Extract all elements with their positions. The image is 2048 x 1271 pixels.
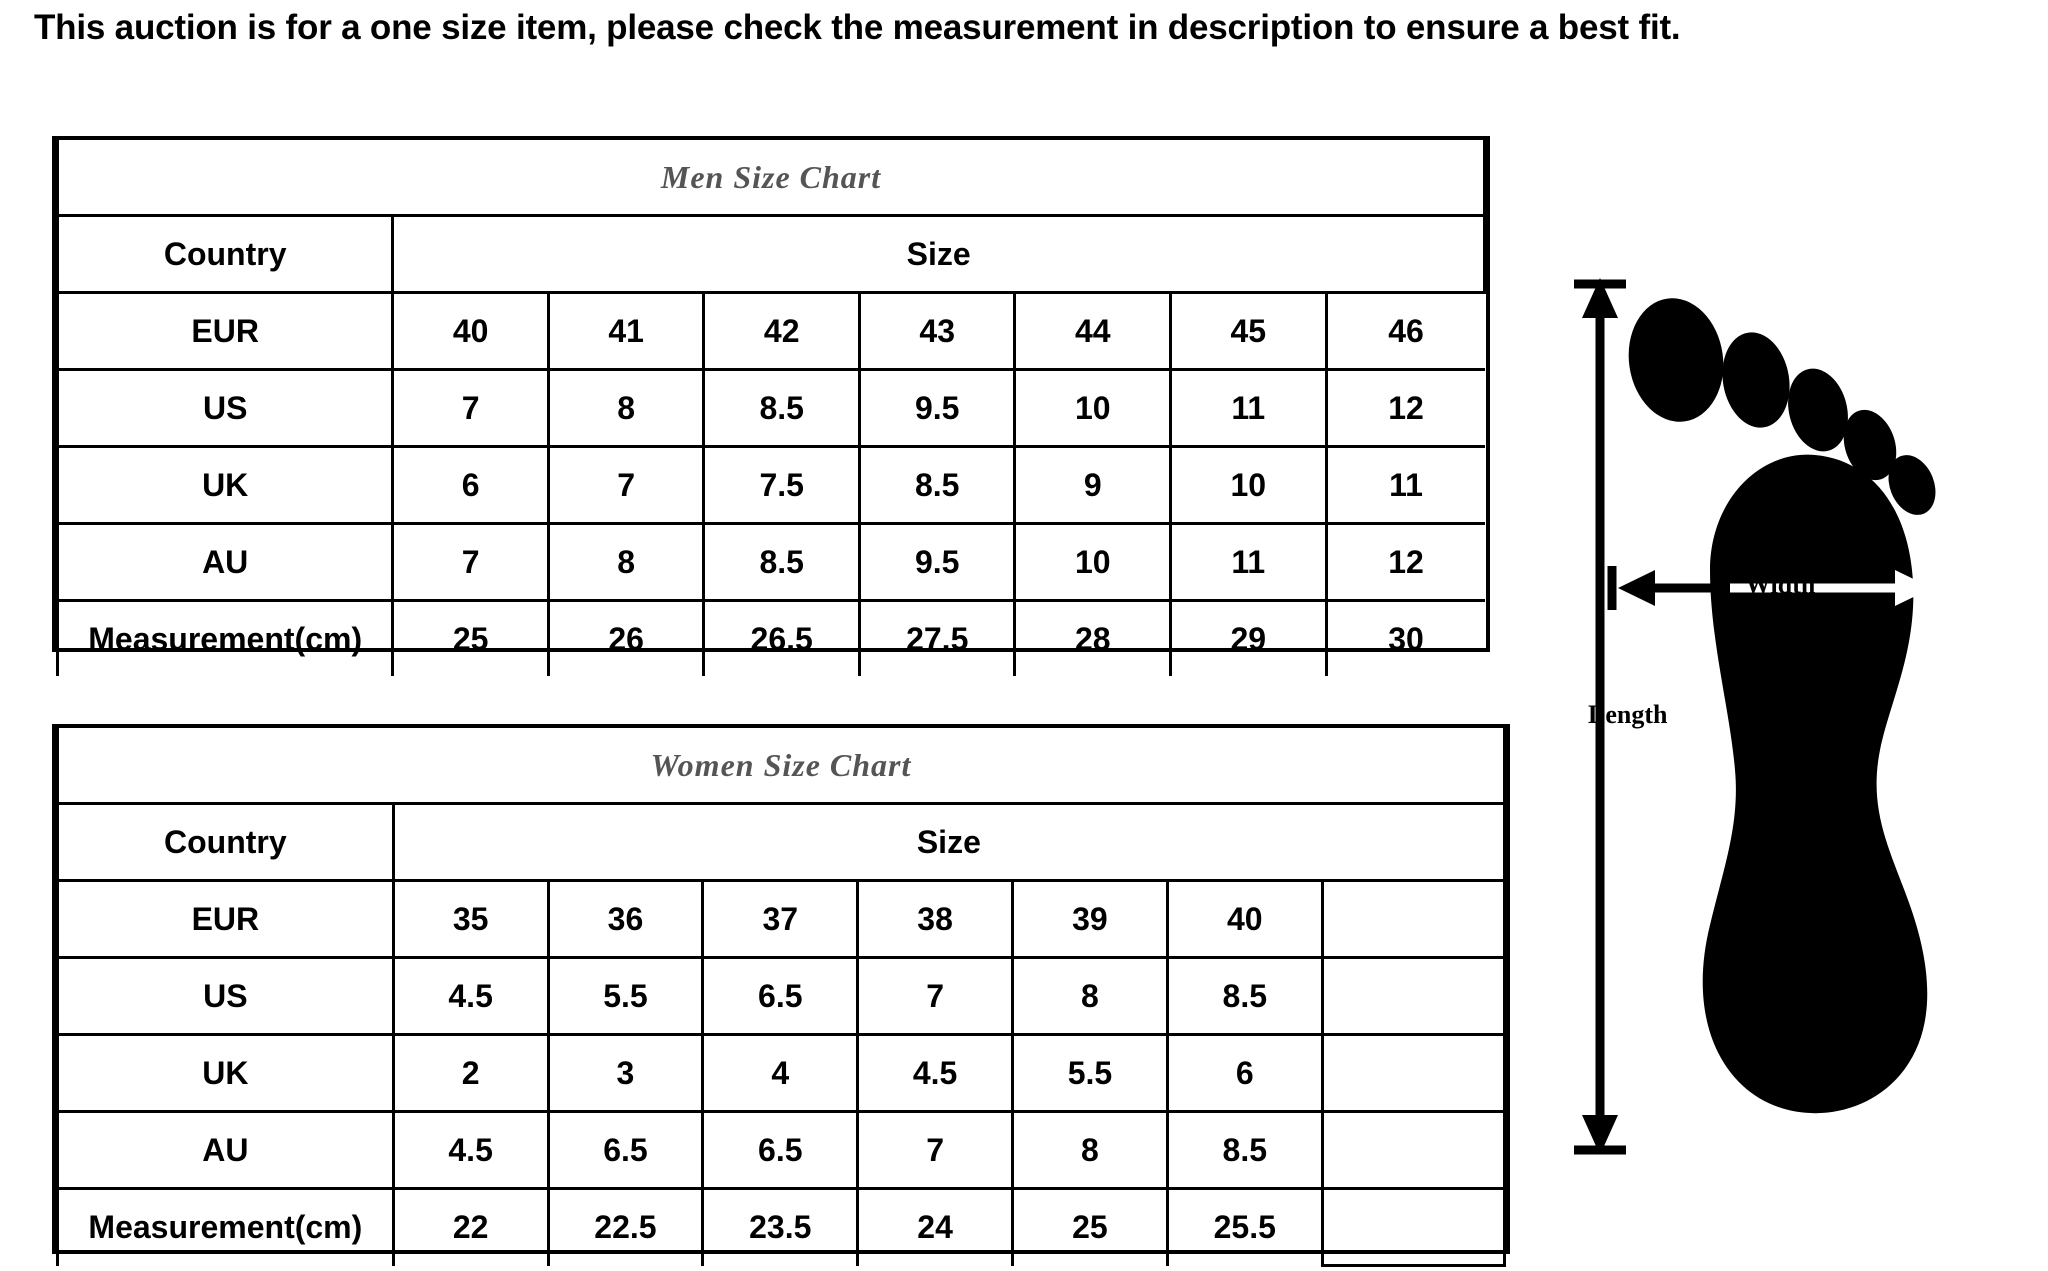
men-size-table bbox=[56, 140, 1486, 676]
women-uk-3: 4.5 bbox=[858, 1035, 1013, 1112]
men-au-5: 11 bbox=[1171, 524, 1327, 601]
table-row bbox=[58, 293, 1485, 370]
women-cm-3: 24 bbox=[858, 1189, 1013, 1266]
women-row-label-us: US bbox=[58, 958, 394, 1035]
table-row bbox=[58, 216, 1485, 293]
table-row bbox=[58, 601, 1485, 677]
women-size-header: Size bbox=[393, 804, 1504, 881]
women-uk-1: 3 bbox=[548, 1035, 703, 1112]
table-row bbox=[58, 370, 1485, 447]
men-cm-3: 27.5 bbox=[859, 601, 1015, 677]
men-eur-6: 46 bbox=[1326, 293, 1484, 370]
women-row-label-eur: EUR bbox=[58, 881, 394, 958]
table-row bbox=[58, 1189, 1505, 1266]
table-row bbox=[58, 1112, 1505, 1189]
men-row-label-eur: EUR bbox=[58, 293, 393, 370]
women-au-0: 4.5 bbox=[393, 1112, 548, 1189]
men-us-3: 9.5 bbox=[859, 370, 1015, 447]
women-uk-4: 5.5 bbox=[1013, 1035, 1168, 1112]
men-cm-4: 28 bbox=[1015, 601, 1171, 677]
women-au-1: 6.5 bbox=[548, 1112, 703, 1189]
men-au-4: 10 bbox=[1015, 524, 1171, 601]
women-spacer-cell bbox=[1322, 958, 1504, 1035]
women-spacer-cell bbox=[1322, 1189, 1504, 1266]
men-cm-1: 26 bbox=[548, 601, 704, 677]
table-row bbox=[58, 804, 1505, 881]
women-au-4: 8 bbox=[1013, 1112, 1168, 1189]
table-row bbox=[58, 140, 1485, 216]
page-headline: This auction is for a one size item, please check the measurement in description to ensure a best fit. bbox=[34, 8, 1681, 47]
men-eur-3: 43 bbox=[859, 293, 1015, 370]
women-us-3: 7 bbox=[858, 958, 1013, 1035]
women-eur-5: 40 bbox=[1167, 881, 1322, 958]
men-us-2: 8.5 bbox=[704, 370, 860, 447]
men-eur-5: 45 bbox=[1171, 293, 1327, 370]
women-uk-2: 4 bbox=[703, 1035, 858, 1112]
women-cm-1: 22.5 bbox=[548, 1189, 703, 1266]
men-cm-2: 26.5 bbox=[704, 601, 860, 677]
men-eur-0: 40 bbox=[393, 293, 549, 370]
women-uk-5: 6 bbox=[1167, 1035, 1322, 1112]
men-us-0: 7 bbox=[393, 370, 549, 447]
men-uk-5: 10 bbox=[1171, 447, 1327, 524]
men-uk-3: 8.5 bbox=[859, 447, 1015, 524]
men-au-1: 8 bbox=[548, 524, 704, 601]
men-size-chart bbox=[52, 136, 1490, 657]
women-us-1: 5.5 bbox=[548, 958, 703, 1035]
footprint-icon bbox=[1621, 292, 1944, 1113]
men-au-0: 7 bbox=[393, 524, 549, 601]
women-eur-3: 38 bbox=[858, 881, 1013, 958]
men-eur-1: 41 bbox=[548, 293, 704, 370]
women-au-2: 6.5 bbox=[703, 1112, 858, 1189]
men-cm-0: 25 bbox=[393, 601, 549, 677]
women-eur-1: 36 bbox=[548, 881, 703, 958]
women-us-0: 4.5 bbox=[393, 958, 548, 1035]
women-cm-0: 22 bbox=[393, 1189, 548, 1266]
table-row bbox=[58, 1035, 1505, 1112]
women-chart-title: Women Size Chart bbox=[58, 728, 1505, 804]
table-row bbox=[58, 881, 1505, 958]
men-uk-4: 9 bbox=[1015, 447, 1171, 524]
men-uk-0: 6 bbox=[393, 447, 549, 524]
men-row-label-uk: UK bbox=[58, 447, 393, 524]
women-cm-2: 23.5 bbox=[703, 1189, 858, 1266]
women-cm-4: 25 bbox=[1013, 1189, 1168, 1266]
men-row-label-au: AU bbox=[58, 524, 393, 601]
women-row-label-au: AU bbox=[58, 1112, 394, 1189]
women-country-header: Country bbox=[58, 804, 394, 881]
men-cm-6: 30 bbox=[1326, 601, 1484, 677]
women-spacer-cell bbox=[1322, 1112, 1504, 1189]
women-row-label-uk: UK bbox=[58, 1035, 394, 1112]
width-label: Width bbox=[1745, 570, 1816, 599]
women-eur-4: 39 bbox=[1013, 881, 1168, 958]
men-eur-4: 44 bbox=[1015, 293, 1171, 370]
men-eur-2: 42 bbox=[704, 293, 860, 370]
women-size-chart bbox=[52, 724, 1510, 1254]
women-uk-0: 2 bbox=[393, 1035, 548, 1112]
men-us-6: 12 bbox=[1326, 370, 1484, 447]
table-row bbox=[58, 958, 1505, 1035]
table-row bbox=[58, 524, 1485, 601]
women-eur-2: 37 bbox=[703, 881, 858, 958]
men-size-header: Size bbox=[393, 216, 1485, 293]
men-au-6: 12 bbox=[1326, 524, 1484, 601]
women-size-table bbox=[56, 728, 1506, 1267]
men-cm-5: 29 bbox=[1171, 601, 1327, 677]
table-row bbox=[58, 728, 1505, 804]
women-us-2: 6.5 bbox=[703, 958, 858, 1035]
men-uk-1: 7 bbox=[548, 447, 704, 524]
men-us-1: 8 bbox=[548, 370, 704, 447]
women-eur-0: 35 bbox=[393, 881, 548, 958]
length-label: Length bbox=[1588, 700, 1668, 729]
men-us-4: 10 bbox=[1015, 370, 1171, 447]
men-country-header: Country bbox=[58, 216, 393, 293]
women-au-5: 8.5 bbox=[1167, 1112, 1322, 1189]
men-au-3: 9.5 bbox=[859, 524, 1015, 601]
women-us-4: 8 bbox=[1013, 958, 1168, 1035]
men-row-label-measurement: Measurement(cm) bbox=[58, 601, 393, 677]
women-au-3: 7 bbox=[858, 1112, 1013, 1189]
women-cm-5: 25.5 bbox=[1167, 1189, 1322, 1266]
women-spacer-cell bbox=[1322, 1035, 1504, 1112]
men-au-2: 8.5 bbox=[704, 524, 860, 601]
men-us-5: 11 bbox=[1171, 370, 1327, 447]
women-row-label-measurement: Measurement(cm) bbox=[58, 1189, 394, 1266]
men-uk-2: 7.5 bbox=[704, 447, 860, 524]
men-chart-title: Men Size Chart bbox=[58, 140, 1485, 216]
women-us-5: 8.5 bbox=[1167, 958, 1322, 1035]
women-spacer-cell bbox=[1322, 881, 1504, 958]
men-uk-6: 11 bbox=[1326, 447, 1484, 524]
men-row-label-us: US bbox=[58, 370, 393, 447]
table-row bbox=[58, 447, 1485, 524]
